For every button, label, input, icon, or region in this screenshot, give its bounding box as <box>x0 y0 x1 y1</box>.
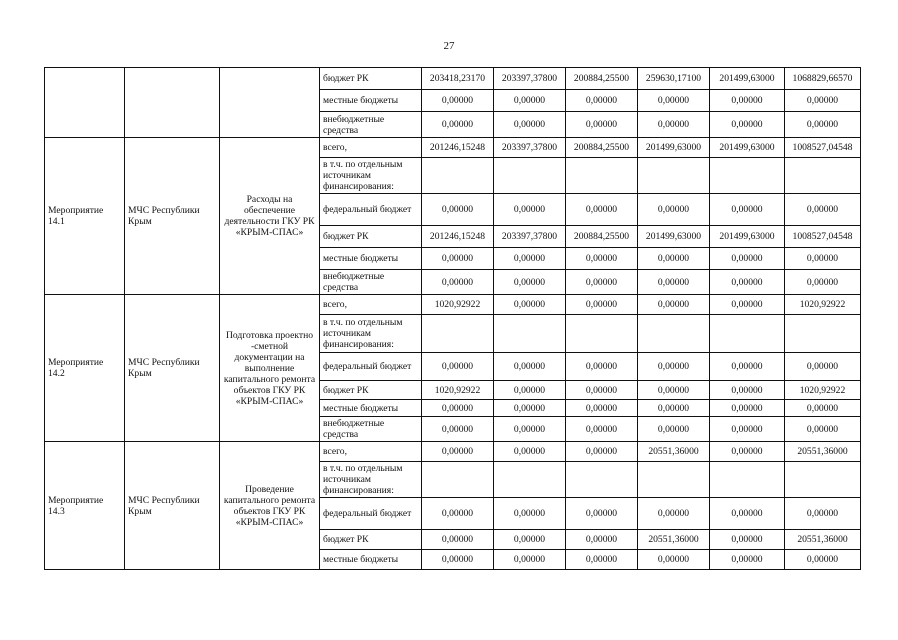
funding-source-cell: бюджет РК <box>320 68 422 90</box>
amount-cell: 0,00000 <box>638 498 710 530</box>
amount-cell: 0,00000 <box>422 550 494 570</box>
amount-cell: 20551,36000 <box>638 530 710 550</box>
amount-cell: 0,00000 <box>494 353 566 381</box>
amount-cell: 0,00000 <box>710 270 785 295</box>
measure-cell <box>45 68 125 138</box>
funding-source-cell: федеральный бюджет <box>320 498 422 530</box>
amount-cell <box>422 462 494 498</box>
amount-cell: 0,00000 <box>566 353 638 381</box>
amount-cell <box>638 462 710 498</box>
amount-cell: 0,00000 <box>422 112 494 138</box>
amount-cell: 203397,37800 <box>494 68 566 90</box>
amount-cell: 0,00000 <box>785 248 861 270</box>
amount-cell: 201499,63000 <box>710 138 785 158</box>
amount-cell: 0,00000 <box>422 417 494 442</box>
amount-cell <box>494 462 566 498</box>
amount-cell: 201499,63000 <box>710 68 785 90</box>
amount-cell: 0,00000 <box>566 381 638 400</box>
amount-cell: 1020,92922 <box>422 295 494 315</box>
amount-cell: 0,00000 <box>566 442 638 462</box>
amount-cell: 0,00000 <box>638 248 710 270</box>
amount-cell <box>566 462 638 498</box>
amount-cell: 0,00000 <box>638 550 710 570</box>
amount-cell: 0,00000 <box>494 270 566 295</box>
amount-cell <box>422 315 494 353</box>
amount-cell: 1068829,66570 <box>785 68 861 90</box>
amount-cell: 203418,23170 <box>422 68 494 90</box>
amount-cell: 0,00000 <box>494 194 566 226</box>
amount-cell <box>710 158 785 194</box>
amount-cell: 0,00000 <box>710 295 785 315</box>
amount-cell: 0,00000 <box>710 498 785 530</box>
amount-cell: 0,00000 <box>566 417 638 442</box>
amount-cell: 20551,36000 <box>785 530 861 550</box>
table-row <box>45 138 861 158</box>
amount-cell: 0,00000 <box>710 417 785 442</box>
amount-cell: 1008527,04548 <box>785 226 861 248</box>
amount-cell: 0,00000 <box>638 295 710 315</box>
amount-cell: 201499,63000 <box>638 226 710 248</box>
amount-cell: 0,00000 <box>710 550 785 570</box>
amount-cell: 0,00000 <box>785 112 861 138</box>
amount-cell: 200884,25500 <box>566 138 638 158</box>
amount-cell: 0,00000 <box>494 550 566 570</box>
amount-cell <box>785 315 861 353</box>
amount-cell: 0,00000 <box>422 270 494 295</box>
amount-cell: 0,00000 <box>494 381 566 400</box>
amount-cell: 0,00000 <box>710 442 785 462</box>
amount-cell: 0,00000 <box>785 400 861 417</box>
amount-cell: 0,00000 <box>566 295 638 315</box>
amount-cell: 201499,63000 <box>710 226 785 248</box>
amount-cell: 0,00000 <box>638 417 710 442</box>
amount-cell <box>710 315 785 353</box>
amount-cell: 200884,25500 <box>566 68 638 90</box>
page-number: 27 <box>443 40 455 52</box>
description-cell: Проведение капитального ремонта объектов ГКУ РК «КРЫМ-СПАС» <box>220 442 320 570</box>
amount-cell: 0,00000 <box>785 550 861 570</box>
amount-cell: 0,00000 <box>710 194 785 226</box>
amount-cell: 0,00000 <box>785 417 861 442</box>
funding-source-cell: местные бюджеты <box>320 248 422 270</box>
amount-cell <box>638 158 710 194</box>
amount-cell: 201246,15248 <box>422 138 494 158</box>
amount-cell: 0,00000 <box>566 550 638 570</box>
amount-cell: 0,00000 <box>494 112 566 138</box>
amount-cell: 0,00000 <box>710 248 785 270</box>
amount-cell <box>710 462 785 498</box>
amount-cell: 20551,36000 <box>785 442 861 462</box>
amount-cell: 0,00000 <box>494 295 566 315</box>
amount-cell: 0,00000 <box>638 90 710 112</box>
amount-cell: 0,00000 <box>422 442 494 462</box>
amount-cell: 0,00000 <box>566 498 638 530</box>
amount-cell: 0,00000 <box>422 530 494 550</box>
amount-cell: 203397,37800 <box>494 226 566 248</box>
amount-cell: 0,00000 <box>785 353 861 381</box>
table-row <box>45 442 861 462</box>
amount-cell: 0,00000 <box>710 353 785 381</box>
amount-cell: 0,00000 <box>638 270 710 295</box>
amount-cell <box>494 158 566 194</box>
table-row <box>45 295 861 315</box>
funding-source-cell: местные бюджеты <box>320 400 422 417</box>
funding-source-cell: федеральный бюджет <box>320 353 422 381</box>
amount-cell: 0,00000 <box>494 498 566 530</box>
amount-cell: 0,00000 <box>494 530 566 550</box>
amount-cell: 0,00000 <box>422 248 494 270</box>
funding-source-cell: внебюджетные средства <box>320 270 422 295</box>
executor-cell: МЧС Республики Крым <box>125 138 220 295</box>
funding-source-cell: всего, <box>320 442 422 462</box>
executor-cell <box>125 68 220 138</box>
amount-cell: 0,00000 <box>710 400 785 417</box>
amount-cell: 0,00000 <box>638 381 710 400</box>
amount-cell: 1008527,04548 <box>785 138 861 158</box>
budget-table-body <box>45 68 861 570</box>
amount-cell: 203397,37800 <box>494 138 566 158</box>
funding-source-cell: в т.ч. по отдельным источникам финансирования: <box>320 315 422 353</box>
amount-cell: 0,00000 <box>422 353 494 381</box>
amount-cell: 0,00000 <box>638 194 710 226</box>
amount-cell <box>785 158 861 194</box>
amount-cell: 0,00000 <box>566 270 638 295</box>
executor-cell: МЧС Республики Крым <box>125 295 220 442</box>
amount-cell: 0,00000 <box>566 90 638 112</box>
amount-cell: 0,00000 <box>422 498 494 530</box>
amount-cell: 259630,17100 <box>638 68 710 90</box>
funding-source-cell: внебюджетные средства <box>320 417 422 442</box>
funding-source-cell: в т.ч. по отдельным источникам финансирования: <box>320 462 422 498</box>
amount-cell: 0,00000 <box>494 417 566 442</box>
amount-cell: 0,00000 <box>422 400 494 417</box>
amount-cell: 0,00000 <box>710 112 785 138</box>
amount-cell: 0,00000 <box>710 530 785 550</box>
funding-source-cell: всего, <box>320 295 422 315</box>
amount-cell: 0,00000 <box>710 90 785 112</box>
funding-source-cell: бюджет РК <box>320 381 422 400</box>
amount-cell <box>785 462 861 498</box>
amount-cell: 0,00000 <box>638 400 710 417</box>
amount-cell: 0,00000 <box>785 270 861 295</box>
amount-cell: 0,00000 <box>494 90 566 112</box>
funding-source-cell: всего, <box>320 138 422 158</box>
amount-cell: 0,00000 <box>638 112 710 138</box>
amount-cell: 0,00000 <box>785 194 861 226</box>
funding-source-cell: внебюджетные средства <box>320 112 422 138</box>
amount-cell: 0,00000 <box>566 248 638 270</box>
amount-cell: 0,00000 <box>566 194 638 226</box>
amount-cell: 1020,92922 <box>422 381 494 400</box>
funding-source-cell: местные бюджеты <box>320 550 422 570</box>
amount-cell: 0,00000 <box>638 353 710 381</box>
amount-cell: 0,00000 <box>566 530 638 550</box>
amount-cell: 20551,36000 <box>638 442 710 462</box>
description-cell: Расходы на обеспечение деятельности ГКУ РК «КРЫМ-СПАС» <box>220 138 320 295</box>
amount-cell: 0,00000 <box>785 90 861 112</box>
measure-cell: Мероприятие 14.3 <box>45 442 125 570</box>
table-row <box>45 68 861 90</box>
measure-cell: Мероприятие 14.2 <box>45 295 125 442</box>
amount-cell: 0,00000 <box>494 442 566 462</box>
amount-cell: 0,00000 <box>566 400 638 417</box>
amount-cell: 0,00000 <box>422 194 494 226</box>
amount-cell: 0,00000 <box>494 400 566 417</box>
amount-cell <box>422 158 494 194</box>
funding-source-cell: бюджет РК <box>320 226 422 248</box>
funding-source-cell: в т.ч. по отдельным источникам финансирования: <box>320 158 422 194</box>
description-cell: Подготовка проектно -сметной документации на выполнение капитального ремонта объектов ГКУ РК «КРЫМ-СПАС» <box>220 295 320 442</box>
amount-cell <box>638 315 710 353</box>
amount-cell <box>566 315 638 353</box>
amount-cell: 0,00000 <box>785 498 861 530</box>
amount-cell: 0,00000 <box>422 90 494 112</box>
budget-table <box>44 67 861 570</box>
amount-cell: 201246,15248 <box>422 226 494 248</box>
amount-cell: 0,00000 <box>710 381 785 400</box>
measure-cell: Мероприятие 14.1 <box>45 138 125 295</box>
amount-cell <box>566 158 638 194</box>
executor-cell: МЧС Республики Крым <box>125 442 220 570</box>
amount-cell: 0,00000 <box>566 112 638 138</box>
description-cell <box>220 68 320 138</box>
amount-cell: 1020,92922 <box>785 381 861 400</box>
amount-cell: 200884,25500 <box>566 226 638 248</box>
amount-cell: 1020,92922 <box>785 295 861 315</box>
funding-source-cell: местные бюджеты <box>320 90 422 112</box>
funding-source-cell: федеральный бюджет <box>320 194 422 226</box>
funding-source-cell: бюджет РК <box>320 530 422 550</box>
amount-cell: 201499,63000 <box>638 138 710 158</box>
amount-cell: 0,00000 <box>494 248 566 270</box>
amount-cell <box>494 315 566 353</box>
